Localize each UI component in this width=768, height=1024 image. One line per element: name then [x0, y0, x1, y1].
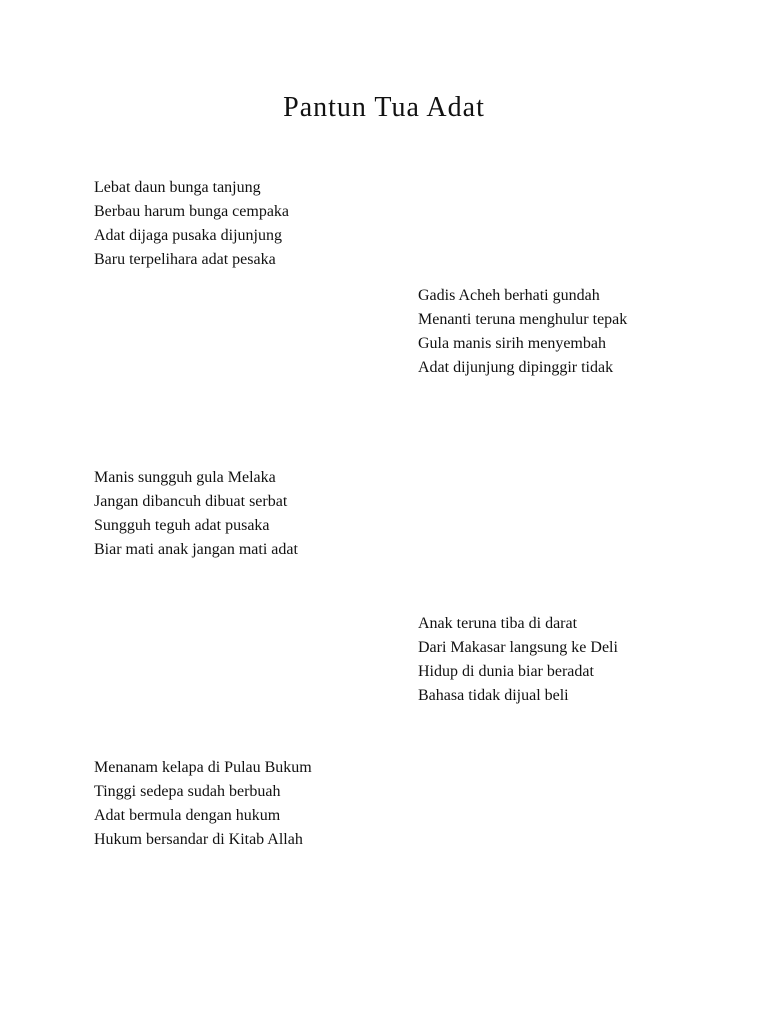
- stanza-1: [94, 176, 289, 272]
- stanza-line: Biar mati anak jangan mati adat: [94, 541, 298, 558]
- stanza-line: Menanti teruna menghulur tepak: [418, 311, 628, 328]
- stanza-line: Hukum bersandar di Kitab Allah: [94, 831, 303, 848]
- stanza-5: [94, 756, 312, 852]
- stanza-line: Baru terpelihara adat pesaka: [94, 251, 276, 268]
- stanza-line: Bahasa tidak dijual beli: [418, 687, 569, 704]
- stanza-line: Berbau harum bunga cempaka: [94, 203, 290, 220]
- stanza-line: Anak teruna tiba di darat: [418, 615, 578, 632]
- stanza-line: Adat dijaga pusaka dijunjung: [94, 227, 282, 244]
- stanza-line: Gula manis sirih menyembah: [418, 335, 606, 352]
- page-title: Pantun Tua Adat: [283, 92, 485, 123]
- stanza-4: [418, 612, 618, 708]
- stanza-line: Gadis Acheh berhati gundah: [418, 287, 600, 304]
- stanza-line: Lebat daun bunga tanjung: [94, 179, 261, 196]
- stanza-3: [94, 466, 298, 562]
- stanza-line: Dari Makasar langsung ke Deli: [418, 639, 618, 656]
- stanza-line: Manis sungguh gula Melaka: [94, 469, 276, 486]
- stanza-line: Adat dijunjung dipinggir tidak: [418, 359, 614, 376]
- stanza-line: Adat bermula dengan hukum: [94, 807, 281, 824]
- stanza-line: Tinggi sedepa sudah berbuah: [94, 783, 281, 800]
- stanza-2: [418, 284, 627, 380]
- stanza-line: Jangan dibancuh dibuat serbat: [94, 493, 288, 510]
- stanza-line: Sungguh teguh adat pusaka: [94, 517, 270, 534]
- stanza-line: Menanam kelapa di Pulau Bukum: [94, 759, 312, 776]
- stanza-line: Hidup di dunia biar beradat: [418, 663, 594, 680]
